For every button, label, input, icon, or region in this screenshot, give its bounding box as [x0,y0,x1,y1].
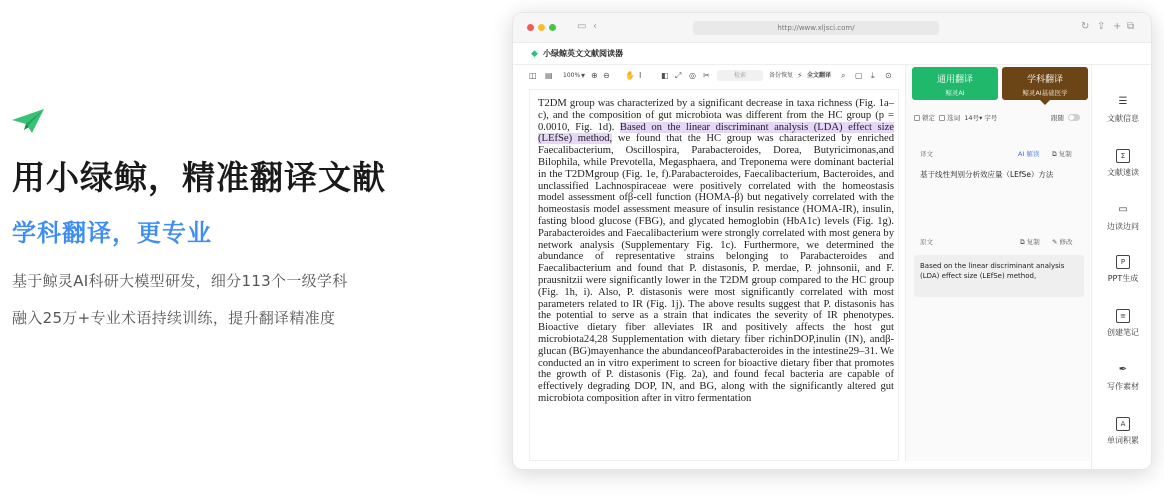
sidebar-item-writing[interactable] [1092,363,1152,392]
highlighted-sentence[interactable]: Based on the linear discriminant analysis (LDA) effect size (LEfSe) method, [538,121,894,145]
new-tab-icon[interactable]: + [1113,21,1122,32]
ai-explain-button[interactable]: AI 解读 [1018,150,1040,158]
maximize-window-dot[interactable] [549,24,556,31]
copy-icon: ⧉ [1052,150,1057,158]
zoom-dropdown-icon[interactable]: ▾ [581,71,586,80]
paper-plane-icon [10,106,46,136]
hero-subheadline: 学科翻译，更专业 [12,219,212,247]
sidebar-item-label: 单词积累 [1107,436,1139,445]
paragraph-before: T2DM group was characterized by a significant decrease in taxa richness (Fig. 1a–c), and the composition of gut microbiota was different from the HC group (p = 0.0010, Fig. 1d). [538,98,894,133]
feather-icon: ✒ [1118,364,1128,375]
hero-headline: 用小绿鲸，精准翻译文献 [12,158,386,197]
zoom-out-icon[interactable]: ⊖ [603,71,610,80]
fit-page-icon[interactable]: ⤢ [675,71,682,80]
more-icon[interactable]: ⊙ [885,71,892,80]
minimize-window-dot[interactable] [538,24,545,31]
zoom-in-icon[interactable]: ⊕ [591,71,598,80]
reader-toolbar [527,65,905,87]
edit-original-button[interactable] [1052,237,1073,246]
font-size-label: 字号 [984,114,998,122]
scissors-icon[interactable]: ✂ [703,71,710,80]
sidebar-item-vocab[interactable] [1092,417,1152,446]
thumbnail-icon[interactable]: ▤ [545,71,553,80]
edit-original-label: 修改 [1059,238,1073,246]
translate-icon: ⚡ [797,71,803,80]
share-icon[interactable]: ⇪ [1097,21,1106,32]
general-translate-button[interactable] [912,67,998,100]
sidebar-item-label: 文献信息 [1107,114,1139,123]
document-info-icon: ☰ [1118,96,1128,107]
font-size-select[interactable]: 14号 [964,114,980,122]
sidebar-item-doc-info[interactable] [1092,95,1152,124]
ppt-icon: P [1116,255,1130,269]
document-text[interactable] [538,98,894,405]
whale-logo-icon: ◆ [531,49,538,59]
copy-translation-label: 复制 [1058,150,1072,158]
chat-icon: ▭ [1118,204,1128,215]
text-cursor-icon[interactable]: I [639,71,642,80]
sidebar-item-label: 写作素材 [1107,382,1139,391]
lock-checkbox[interactable] [914,115,920,121]
download-icon[interactable]: ⤓ [871,71,875,80]
translation-options [914,113,1084,125]
layout-icon[interactable]: ◫ [529,71,537,80]
sidebar-item-label: PPT生成 [1107,274,1139,283]
paragraph-after: we found that the HC group was characterized by enriched Faecalibacterium, Oscillospira, Parabacteroides, Dorea, Butyricimonas,and Bilophila, while Prevotella, Megasphaera, and Treponema were dominant bacterial in the T2DMgroup (Fig. 1e, f).Parabacteroides, Faecalibacterium, Bacteroides, and unclassified Lachnospiraceae were positively correlated with the homeostasis model assessment ofβ-cell function (HOMA-β) but negatively correlated with the homeostasis model assessment measure of insulin resistance (HOMA-IR), insulin, fasting blood glucose (FBG), and glycated hemoglobin (HbA1c) levels (Fig. 1g). Parabacteroides and Faecalibacterium were strongly correlated with most genera by network analysis (Supplementary Fig. 1c). Furthermore, we determined the abundance of representative strains belonging to Parabacteroides and Faecalibacterium and found that P. distasonis, P. merdae, P. johnsonii, and F. prausnitzii were significantly lower in the T2DM group compared to the HC group (Fig. 1h, i). Also, P. distasonis were most significantly correlated with most parameters related to IR (Fig. 1j). The above results suggest that P. distasonis has the potential to serve as a strain that indicates the severity of IR phenotypes. Bioactive dietary fiber alleviates IR and positively affects the host gut microbiota24,28 Supplementation with dietary fiber richinDOP,inulin (IN), andβ-glucan (BG)mayenhance the abundanceofParabacteroides in the intestine29–31. We conducted an in vitro experiment to screen for bioactive dietary fiber that promotes the growth of P. distasonis (Fig. 2a), and found fecal bacteria are capable of effectively degrading DOP, IN, and BG, along with the significantly altered gut microbiota composition after in vitro fermentation [538,133,894,404]
back-icon[interactable]: ‹ [593,21,597,32]
sidebar-item-notes[interactable] [1092,309,1152,338]
original-text: Based on the linear discriminant analysis (LDA) effect size (LEfSe) method, [914,255,1084,297]
backup-restore-button[interactable]: 备份恢复 [769,72,794,79]
subject-translate-label: 学科翻译 [1026,75,1063,85]
page-icon[interactable]: ▢ [855,71,863,80]
subject-translate-sub: 鲸灵AI基础医学 [1022,89,1068,97]
sidebar-item-speed-read[interactable] [1092,149,1152,178]
tools-sidebar [1091,65,1152,470]
copy-original-button[interactable] [1020,237,1040,247]
copy-icon: ⧉ [1020,238,1025,246]
search-input[interactable]: 检索 [717,70,763,81]
browser-titlebar [513,13,1151,43]
zoom-level[interactable]: 100% [563,72,581,79]
note-icon: ≡ [1116,309,1130,323]
copy-original-label: 复制 [1026,238,1040,246]
tabs-overview-icon[interactable]: ⧉ [1127,21,1135,32]
dual-page-icon[interactable]: ◧ [661,71,669,80]
original-label: 原文 [920,238,933,246]
sidebar-item-ppt[interactable] [1092,255,1152,284]
sidebar-item-label: 文献速读 [1107,168,1139,177]
sidebar-toggle-icon[interactable]: ▭ [577,21,587,32]
general-translate-sub: 鲸灵AI [945,89,965,97]
document-pane[interactable] [529,89,899,461]
speed-read-icon: Σ [1116,149,1130,163]
translation-label: 译文 [920,150,933,158]
translation-text: 基于线性判别分析效应量（LEfSe）方法 [920,170,1054,179]
subject-translate-button[interactable] [1002,67,1088,100]
follow-label: 跟随 [1051,114,1064,122]
sidebar-item-label: 边读边问 [1107,222,1139,231]
hero-description-2: 融入25万+专业术语持续训练，提升翻译精准度 [12,309,336,327]
active-indicator [1040,100,1050,105]
view-icon[interactable]: ◎ [689,71,696,80]
translation-panel [905,65,1090,461]
hand-tool-icon[interactable]: ✋ [625,71,635,80]
select-word-checkbox[interactable] [939,115,945,121]
edit-icon: ✎ [1052,238,1058,246]
close-window-dot[interactable] [527,24,534,31]
general-translate-label: 通用翻译 [936,75,973,85]
app-header [513,43,1151,65]
select-word-label: 选词 [947,114,961,122]
reload-icon[interactable]: ↻ [1081,21,1090,32]
copy-translation-button[interactable] [1052,149,1072,159]
hero-description-1: 基于鲸灵AI科研大模型研发，细分113个一级学科 [12,272,348,290]
browser-window [512,12,1152,470]
follow-toggle[interactable] [1068,114,1080,121]
sidebar-item-ask[interactable] [1092,203,1152,232]
sidebar-item-label: 创建笔记 [1107,328,1139,337]
vocabulary-icon: A [1116,417,1130,431]
chevron-down-icon[interactable]: ▾ [979,114,983,122]
lock-label: 锁定 [922,114,935,122]
full-translate-button[interactable]: 全文翻译 [807,72,832,79]
url-bar[interactable]: http://www.xljsci.com/ [693,21,939,35]
app-title: 小绿鲸英文文献阅读器 [543,49,623,58]
search-icon[interactable]: ⌕ [841,71,846,80]
